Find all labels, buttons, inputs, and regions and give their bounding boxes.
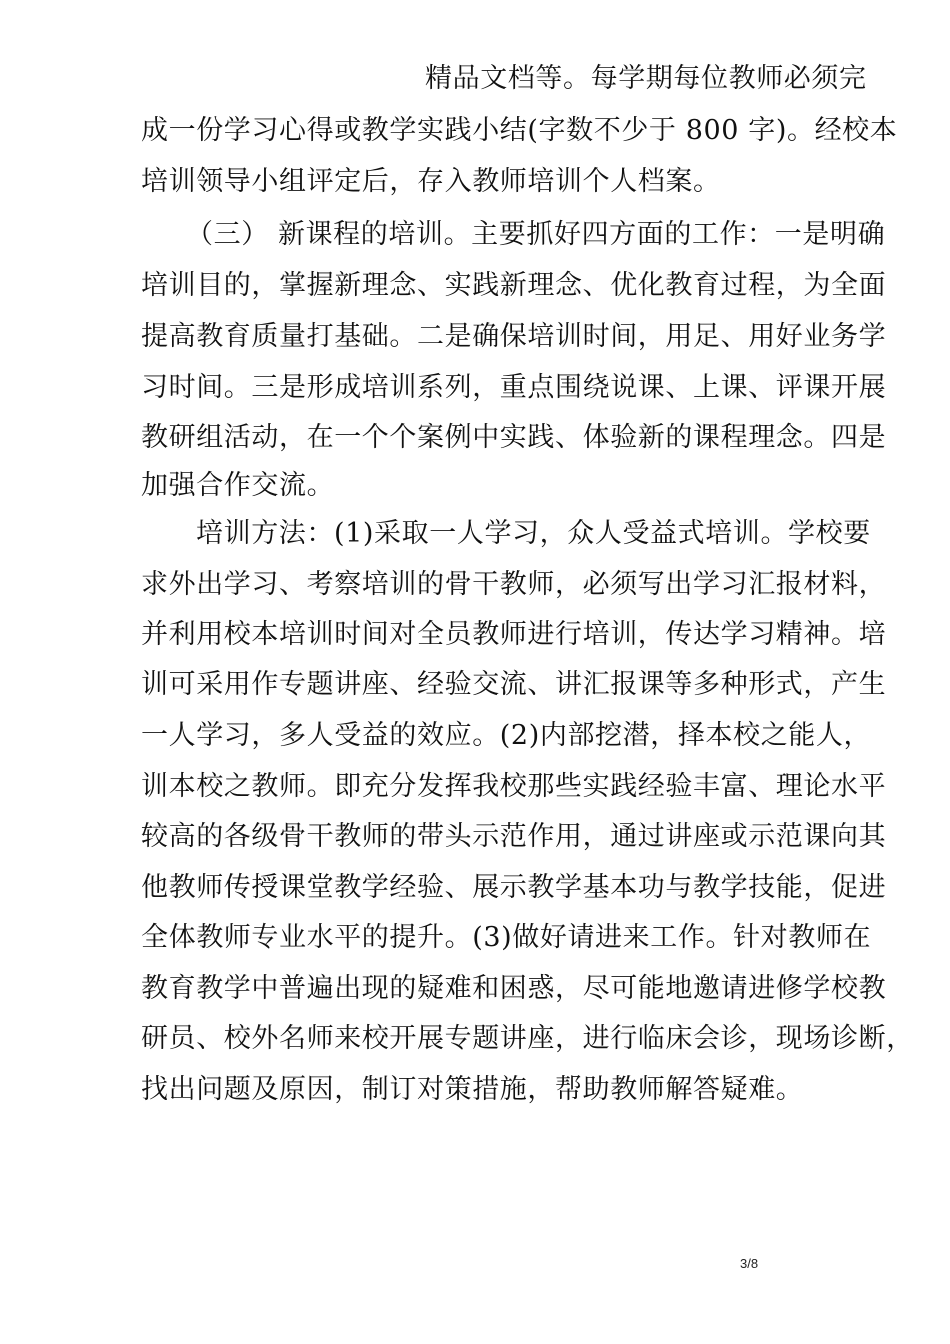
text-line-1: 精品文档等。每学期每位教师必须完 xyxy=(425,63,867,94)
text-line-2: 成一份学习心得或教学实践小结(字数不少于 800 字)。经校本 xyxy=(141,115,898,146)
text-line-18: 全体教师专业水平的提升。(3)做好请进来工作。针对教师在 xyxy=(141,922,872,953)
text-line-13: 训可采用作专题讲座、经验交流、讲汇报课等多种形式，产生 xyxy=(141,669,887,700)
text-line-20: 研员、校外名师来校开展专题讲座，进行临床会诊，现场诊断， xyxy=(141,1023,914,1054)
text-line-8: 教研组活动，在一个个案例中实践、体验新的课程理念。四是 xyxy=(141,422,887,453)
text-line-19: 教育教学中普遍出现的疑难和困惑，尽可能地邀请进修学校教 xyxy=(141,973,887,1004)
text-line-3: 培训领导小组评定后，存入教师培训个人档案。 xyxy=(141,166,721,197)
text-line-14: 一人学习，多人受益的效应。(2)内部挖潜，择本校之能人， xyxy=(141,720,872,751)
text-line-4: （三） 新课程的培训。主要抓好四方面的工作：一是明确 xyxy=(186,219,886,250)
text-line-15: 训本校之教师。即充分发挥我校那些实践经验丰富、理论水平 xyxy=(141,771,887,802)
text-line-7: 习时间。三是形成培训系列，重点围绕说课、上课、评课开展 xyxy=(141,372,887,403)
text-line-21: 找出问题及原因，制订对策措施，帮助教师解答疑难。 xyxy=(141,1074,804,1105)
page-number: 3/8 xyxy=(740,1256,759,1271)
text-line-11: 求外出学习、考察培训的骨干教师，必须写出学习汇报材料， xyxy=(141,569,887,600)
text-line-12: 并利用校本培训时间对全员教师进行培训，传达学习精神。培 xyxy=(141,619,887,650)
text-line-9: 加强合作交流。 xyxy=(141,470,335,501)
text-line-17: 他教师传授课堂教学经验、展示教学基本功与教学技能，促进 xyxy=(141,872,887,903)
text-line-6: 提高教育质量打基础。二是确保培训时间，用足、用好业务学 xyxy=(141,321,887,352)
text-line-10: 培训方法：(1)采取一人学习，众人受益式培训。学校要 xyxy=(196,518,871,549)
text-line-5: 培训目的，掌握新理念、实践新理念、优化教育过程，为全面 xyxy=(141,270,887,301)
text-line-16: 较高的各级骨干教师的带头示范作用，通过讲座或示范课向其 xyxy=(141,821,887,852)
